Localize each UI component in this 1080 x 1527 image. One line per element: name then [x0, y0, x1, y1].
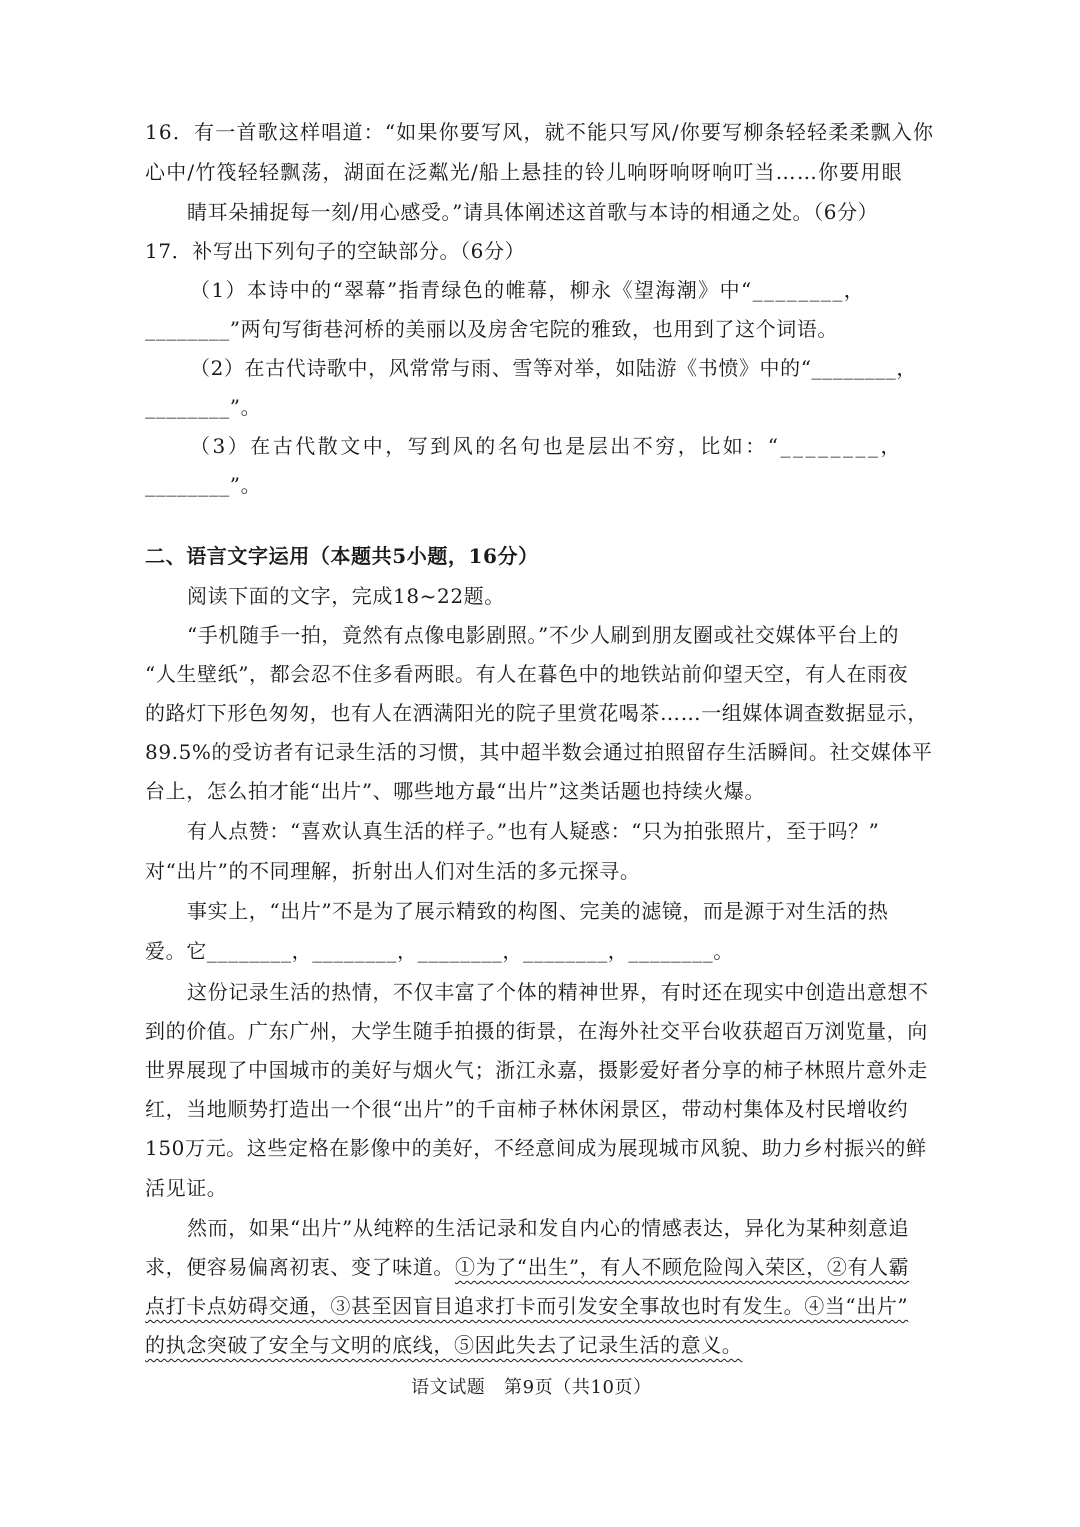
q17-item-3-line-2: ________”。	[145, 473, 262, 497]
q17-item-1-line-1: （1）本诗中的“翠幕”指青绿色的帷幕，柳永《望海潮》中“________，	[190, 278, 866, 302]
passage-line-15: 活见证。	[145, 1176, 228, 1200]
passage-line-11: 到的价值。广东广州，大学生随手拍摄的街景，在海外社交平台收获超百万浏览量，向	[145, 1019, 928, 1043]
q17-item-2-line-2: ________”。	[145, 395, 262, 419]
q16-line-2: 心中/竹筏轻轻飘荡，湖面在泛粼光/船上悬挂的铃儿响呀响呀响叮当……你要用眼	[145, 160, 903, 184]
passage-line-1: “手机随手一拍，竟然有点像电影剧照。”不少人刷到朋友圈或社交媒体平台上的	[187, 623, 900, 647]
q17-item-3-line-1: （3）在古代散文中，写到风的名句也是层出不穷，比如：“________，	[190, 434, 903, 458]
passage-wavy-line-19: 的执念突破了安全与文明的底线，⑤因此失去了记录生活的意义。	[145, 1333, 743, 1357]
q16-line-3: 睛耳朵捕捉每一刻/用心感受。”请具体阐述这首歌与本诗的相通之处。（6分）	[187, 200, 879, 224]
q16-line-1: 16．有一首歌这样唱道：“如果你要写风，就不能只写风/你要写柳条轻轻柔柔飘入你	[145, 120, 935, 144]
passage-wavy-line-18: 点打卡点妨碍交通，③甚至因盲目追求打卡而引发安全事故也时有发生。④当“出片”	[145, 1294, 909, 1318]
passage-wavy-line-17: ①为了“出生”，有人不顾危险闯入荣区，②有人霸	[455, 1255, 910, 1279]
page-footer: 语文试题 第9页（共10页）	[411, 1377, 652, 1398]
section-2-intro: 阅读下面的文字，完成18~22题。	[187, 584, 505, 608]
passage-line-10: 这份记录生活的热情，不仅丰富了个体的精神世界，有时还在现实中创造出意想不	[187, 980, 929, 1004]
section-2-heading: 二、语言文字运用（本题共5小题，16分）	[145, 544, 539, 568]
passage-line-13: 红，当地顺势打造出一个很“出片”的千亩柿子林休闲景区，带动村集体及村民增收约	[145, 1097, 909, 1121]
passage-line-4: 89.5%的受访者有记录生活的习惯，其中超半数会通过拍照留存生活瞬间。社交媒体平	[145, 740, 933, 764]
passage-line-2: “人生壁纸”，都会忍不住多看两眼。有人在暮色中的地铁站前仰望天空，有人在雨夜	[145, 662, 909, 686]
passage-line-14: 150万元。这些定格在影像中的美好，不经意间成为展现城市风貌、助力乡村振兴的鲜	[145, 1136, 927, 1160]
passage-line-8: 事实上，“出片”不是为了展示精致的构图、完美的滤镜，而是源于对生活的热	[187, 899, 889, 923]
q17-item-1-line-2: ________”两句写街巷河桥的美丽以及房舍宅院的雅致，也用到了这个词语。	[145, 317, 839, 341]
passage-line-16: 然而，如果“出片”从纯粹的生活记录和发自内心的情感表达，异化为某种刻意追	[187, 1216, 910, 1240]
passage-line-9: 爱。它________，________，________，________，________。	[145, 939, 734, 963]
passage-line-6: 有人点赞：“喜欢认真生活的样子。”也有人疑惑：“只为拍张照片，至于吗？”	[187, 819, 880, 843]
passage-line-17: 求，便容易偏离初衷、变了味道。	[145, 1255, 454, 1279]
passage-line-12: 世界展现了中国城市的美好与烟火气；浙江永嘉，摄影爱好者分享的柿子林照片意外走	[145, 1058, 928, 1082]
q17-title: 17．补写出下列句子的空缺部分。（6分）	[145, 239, 526, 263]
passage-line-7: 对“出片”的不同理解，折射出人们对生活的多元探寻。	[145, 859, 641, 883]
passage-line-3: 的路灯下形色匆匆，也有人在洒满阳光的院子里赏花喝茶……一组媒体调查数据显示，	[145, 701, 928, 725]
q17-item-2-line-1: （2）在古代诗歌中，风常常与雨、雪等对举，如陆游《书愤》中的“________，	[190, 356, 917, 380]
passage-line-5: 台上，怎么拍才能“出片”、哪些地方最“出片”这类话题也持续火爆。	[145, 779, 766, 803]
